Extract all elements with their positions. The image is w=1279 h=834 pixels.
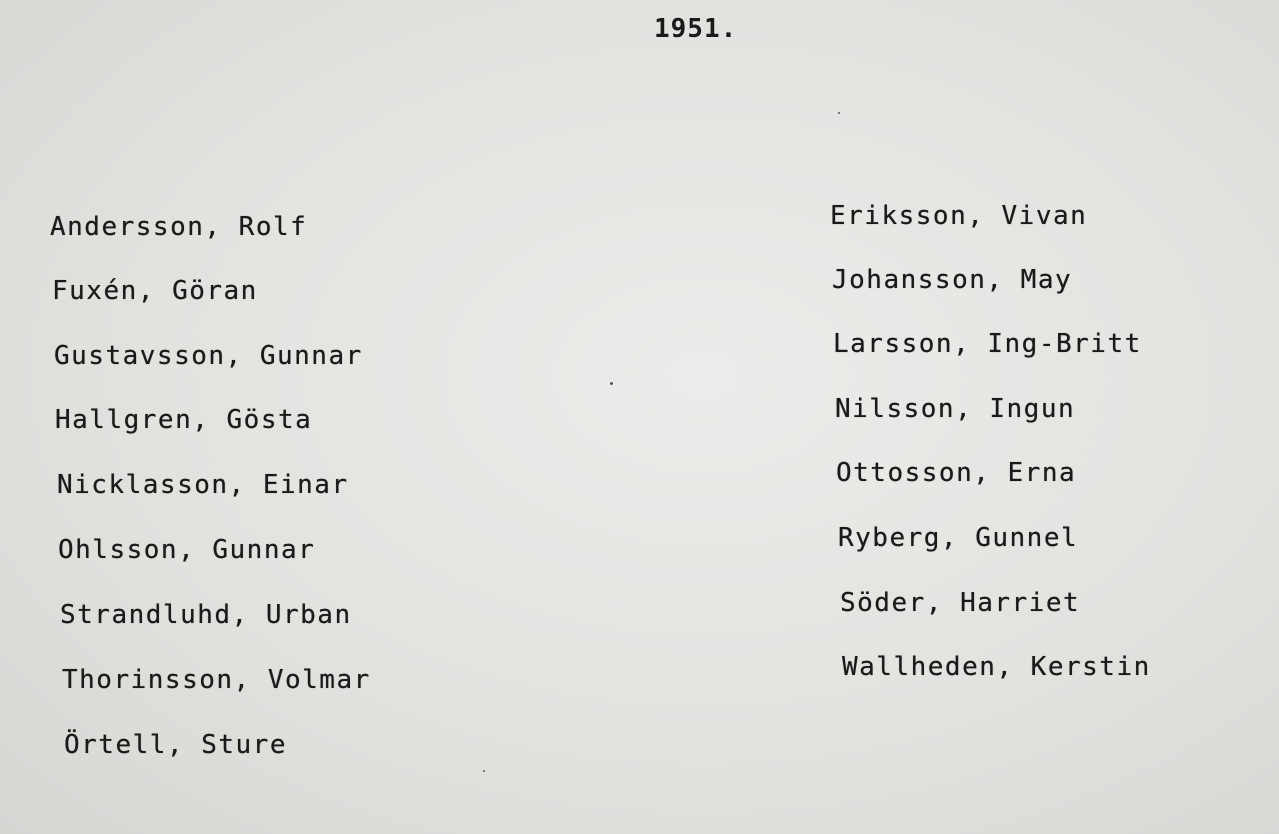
name-entry: Eriksson, Vivan xyxy=(830,201,1088,231)
name-entry: Larsson, Ing-Britt xyxy=(833,329,1142,359)
name-entry: Andersson, Rolf xyxy=(50,212,308,242)
name-entry: Ryberg, Gunnel xyxy=(838,523,1079,553)
paper-speck xyxy=(610,382,613,385)
name-entry: Hallgren, Gösta xyxy=(55,405,313,435)
paper-speck xyxy=(483,770,485,772)
name-entry: Nicklasson, Einar xyxy=(57,470,349,500)
document-year: 1951. xyxy=(654,14,738,44)
paper-speck xyxy=(838,112,840,114)
name-entry: Gustavsson, Gunnar xyxy=(54,341,363,371)
name-entry: Söder, Harriet xyxy=(840,588,1081,618)
name-entry: Wallheden, Kerstin xyxy=(842,652,1151,682)
name-entry: Ohlsson, Gunnar xyxy=(58,535,316,565)
name-entry: Fuxén, Göran xyxy=(52,276,258,306)
name-entry: Thorinsson, Volmar xyxy=(62,665,371,695)
name-entry: Johansson, May xyxy=(832,265,1073,295)
name-entry: Örtell, Sture xyxy=(64,730,287,760)
name-entry: Nilsson, Ingun xyxy=(835,394,1076,424)
name-entry: Ottosson, Erna xyxy=(836,458,1077,488)
name-entry: Strandluhd, Urban xyxy=(60,600,352,630)
